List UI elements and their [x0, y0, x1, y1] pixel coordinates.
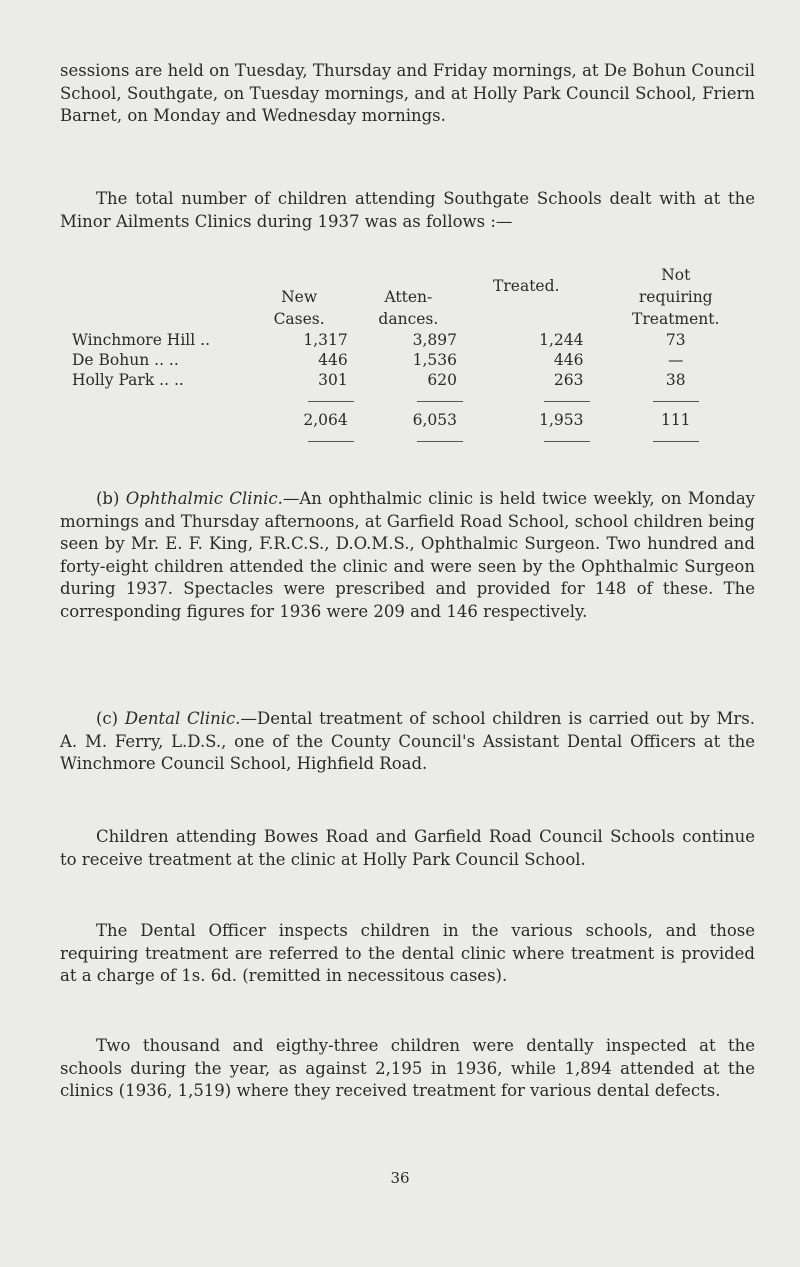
row-name: De Bohun [72, 351, 150, 369]
header-blank [72, 264, 245, 330]
dental-inspection-paragraph: Two thousand and eigthy-three children were dentally inspected at the schools during the year, as against 2,195 in 1936, while 1,894 attended at the clinics (1936, 1,519) where they received treatment for various dental defects. [60, 1036, 755, 1101]
table-row-de-bohun [72, 350, 762, 370]
cell-attendances: 620 [427, 371, 457, 389]
bottom-rule [653, 441, 699, 442]
bottom-rule [417, 441, 463, 442]
row-leader-dots: .. [200, 331, 210, 349]
table-row-winchmore [72, 330, 762, 350]
section-label-b: (b) [96, 489, 120, 508]
header-treated-line: Treated. [493, 277, 560, 295]
table-totals-row [72, 410, 762, 430]
header-treated [463, 264, 590, 330]
ophthalmic-clinic-text: —An ophthalmic clinic is held twice weekly, on Monday mornings and Thursday afternoons, at Garfield Road School, school children being seen by Mr. E. F. King, F.R.C.S., D.O.M.S., Ophthalmic Surgeon. Two hundred and forty-eight children attended the clinic and were seen by the Ophthalmic Surgeon during 1937. Spectacles were prescribed and provided for 148 of these. The corresponding figures for 1936 were 209 and 146 respectively. [60, 489, 755, 621]
row-leader-dots: .. .. [159, 371, 184, 389]
sum-rule [308, 401, 354, 402]
header-not-line3: Treatment. [632, 310, 720, 328]
dental-clinic-heading: Dental Clinic. [124, 709, 241, 728]
cell-new: 301 [318, 371, 348, 389]
sum-rule [417, 401, 463, 402]
row-name: Holly Park [72, 371, 155, 389]
header-att-line1: Atten- [384, 288, 433, 306]
row-name: Winchmore Hill [72, 331, 196, 349]
ophthalmic-clinic-paragraph [60, 488, 755, 624]
header-new-cases [245, 264, 354, 330]
header-attendances [354, 264, 463, 330]
table-row-holly-park [72, 370, 762, 390]
ophthalmic-clinic-heading: Ophthalmic Clinic. [125, 489, 283, 508]
total-attendances: 6,053 [412, 411, 457, 429]
row-leader-dots: .. .. [154, 351, 179, 369]
sum-rule [653, 401, 699, 402]
total-treated: 1,953 [539, 411, 584, 429]
cell-new: 446 [318, 351, 348, 369]
header-not-requiring [590, 264, 763, 330]
header-att-line2: dances. [378, 310, 439, 328]
table-rule-row-bottom [72, 430, 762, 450]
table-header-row [72, 264, 762, 330]
cell-new: 1,317 [303, 331, 348, 349]
cell-not-requiring: 38 [665, 371, 686, 389]
dental-clinic-paragraph [60, 708, 755, 776]
cell-treated: 446 [553, 351, 584, 369]
header-new-line1: New [281, 288, 318, 306]
bottom-rule [544, 441, 590, 442]
table-intro-paragraph: The total number of children attending Southgate Schools dealt with at the Minor Ailments Clinics during 1937 was as follows :— [60, 189, 755, 231]
header-new-line2: Cases. [273, 310, 325, 328]
bowes-garfield-paragraph: Children attending Bowes Road and Garfield Road Council Schools continue to receive treatment at the clinic at Holly Park Council School. [60, 827, 755, 869]
total-not-requiring: 111 [660, 411, 691, 429]
header-not-line2: requiring [638, 288, 713, 306]
table-rule-row [72, 390, 762, 410]
section-label-c: (c) [96, 709, 119, 728]
cell-attendances: 3,897 [412, 331, 457, 349]
sum-rule [544, 401, 590, 402]
bottom-rule [308, 441, 354, 442]
dental-officer-paragraph: The Dental Officer inspects children in the various schools, and those requiring treatment are referred to the dental clinic where treatment is provided at a charge of 1s. 6d. (remitted in necessitous cases). [60, 921, 755, 986]
cell-not-requiring: — [668, 351, 684, 369]
cell-treated: 1,244 [539, 331, 584, 349]
cell-not-requiring: 73 [665, 331, 686, 349]
total-new: 2,064 [303, 411, 348, 429]
minor-ailments-table [72, 264, 762, 450]
cell-attendances: 1,536 [412, 351, 457, 369]
intro-paragraph: sessions are held on Tuesday, Thursday and Friday mornings, at De Bohun Council School, Southgate, on Tuesday mornings, and at Holly Park Council School, Friern Barnet, on Monday and Wednesday mornings. [60, 61, 755, 126]
header-not-line1: Not [661, 266, 691, 284]
dental-clinic-text: —Dental treatment of school children is carried out by Mrs. A. M. Ferry, L.D.S., one of the County Council's Assistant Dental Officers at the Winchmore Council School, Highfield Road. [60, 709, 755, 774]
page-number: 36 [390, 1169, 410, 1187]
cell-treated: 263 [553, 371, 584, 389]
